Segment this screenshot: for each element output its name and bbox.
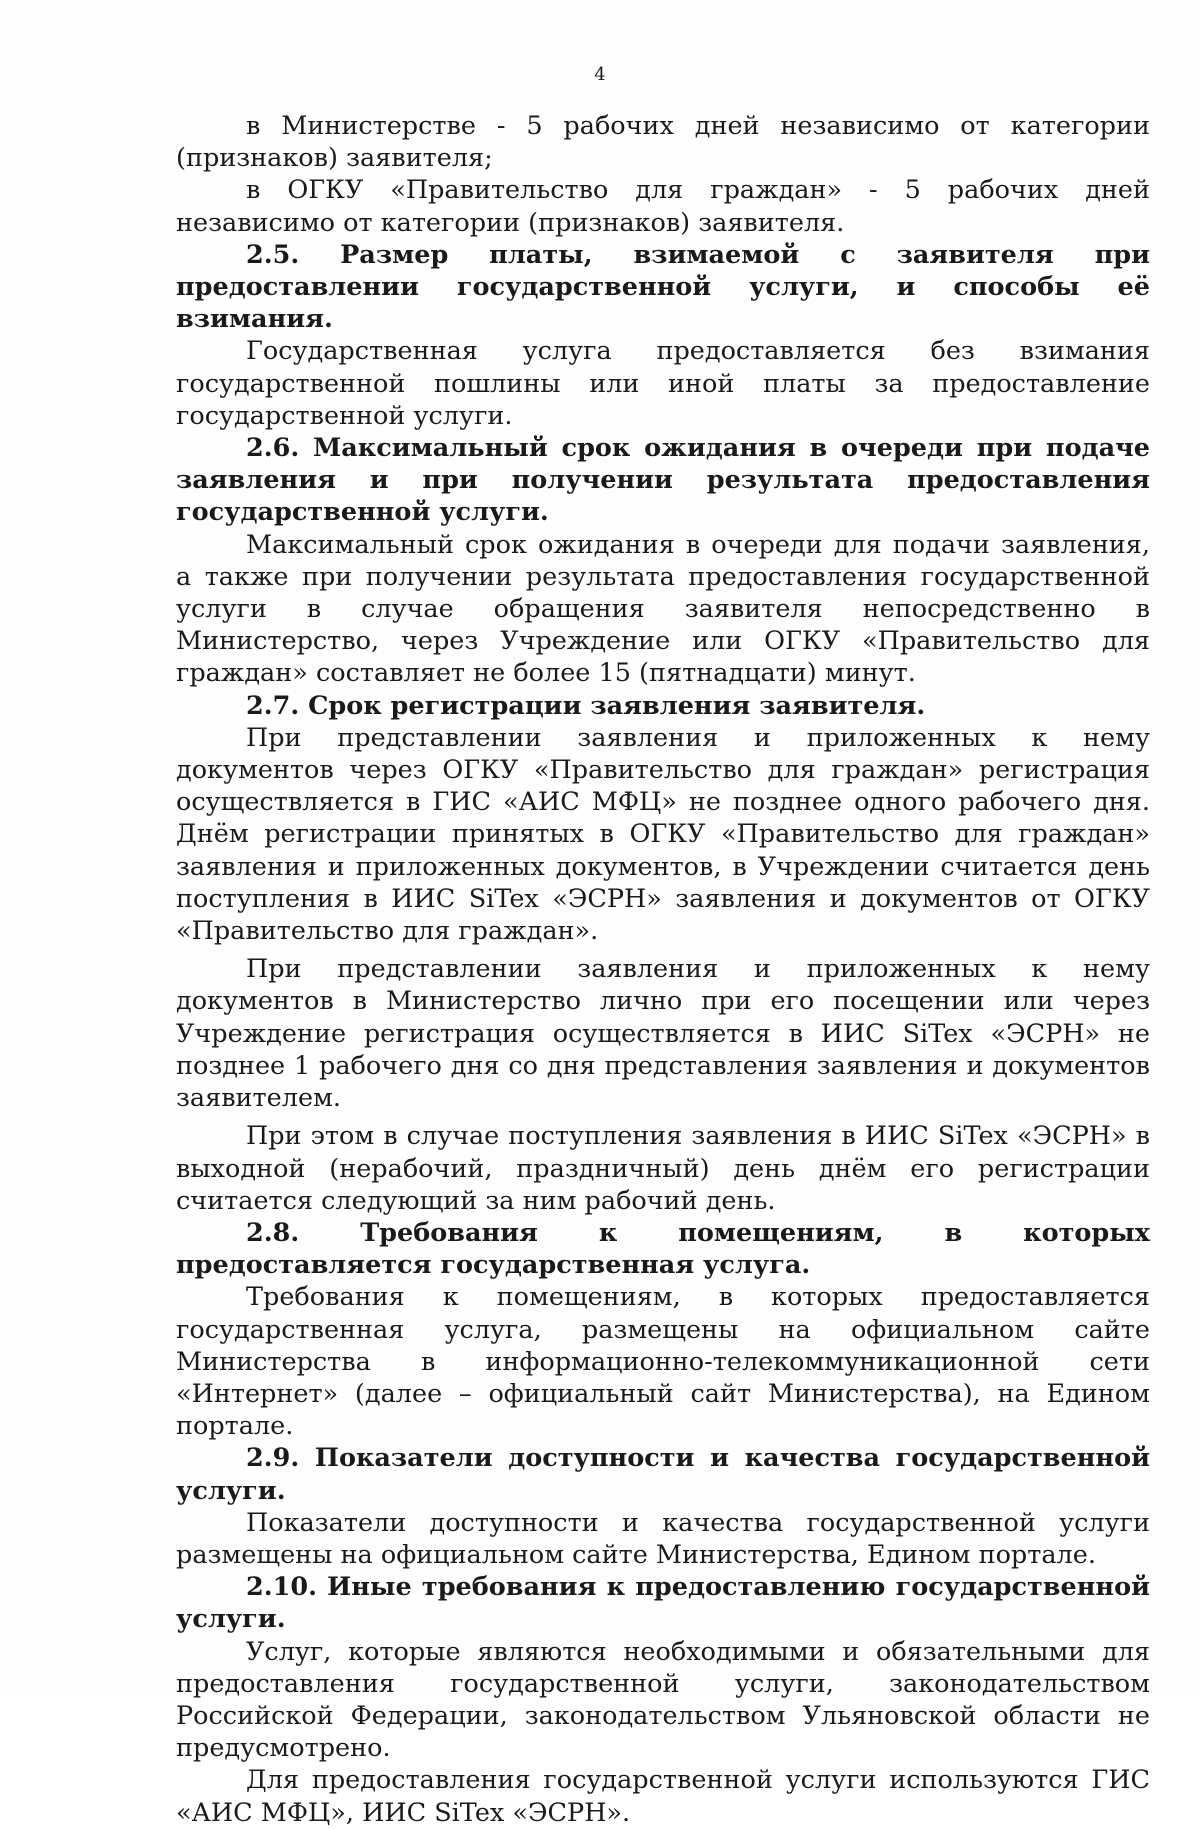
document-body bbox=[176, 110, 1150, 1829]
page-number: 4 bbox=[594, 64, 606, 85]
paragraph: Для предоставления государственной услуги используются ГИС «АИС МФЦ», ИИС SiTex «ЭСРН». bbox=[176, 1765, 1150, 1828]
paragraph: Требования к помещениям, в которых предоставляется государственная услуга, размещены на официальном сайте Министерства в информационно-телекоммуникационной сети «Интернет» (далее – официальный сайт Министерства), на Едином портале. bbox=[176, 1282, 1150, 1442]
paragraph: Услуг, которые являются необходимыми и обязательными для предоставления государственной услуги, законодательством Российской Федерации, законодательством Ульяновской области не предусмотрено. bbox=[176, 1636, 1150, 1764]
section-heading-2-5: 2.5. Размер платы, взимаемой с заявителя при предоставлении государственной услуги, и способы её взимания. bbox=[176, 239, 1150, 335]
paragraph: При представлении заявления и приложенных к нему документов через ОГКУ «Правительство для граждан» регистрация осуществляется в ГИС «АИС МФЦ» не позднее одного рабочего дня. Днём регистрации принятых в ОГКУ «Правительство для граждан» заявления и приложенных документов, в Учреждении считается день поступления в ИИС SiTex «ЭСРН» заявления и документов от ОГКУ «Правительство для граждан». bbox=[176, 722, 1150, 947]
section-heading-2-10: 2.10. Иные требования к предоставлению государственной услуги. bbox=[176, 1572, 1150, 1635]
paragraph: При этом в случае поступления заявления в ИИС SiTex «ЭСРН» в выходной (нерабочий, праздничный) день днём его регистрации считается следующий за ним рабочий день. bbox=[176, 1121, 1150, 1216]
section-heading-2-7: 2.7. Срок регистрации заявления заявителя. bbox=[246, 690, 926, 721]
section-heading-2-9: 2.9. Показатели доступности и качества государственной услуги. bbox=[176, 1443, 1150, 1506]
section-heading-2-6: 2.6. Максимальный срок ожидания в очереди при подаче заявления и при получении результата предоставления государственной услуги. bbox=[176, 433, 1150, 528]
paragraph: Показатели доступности и качества государственной услуги размещены на официальном сайте Министерства, Едином портале. bbox=[176, 1507, 1150, 1570]
paragraph: При представлении заявления и приложенных к нему документов в Министерство лично при его посещении или через Учреждение регистрация осуществляется в ИИС SiTex «ЭСРН» не позднее 1 рабочего дня со дня представления заявления и документов заявителем. bbox=[176, 954, 1150, 1114]
paragraph: Максимальный срок ожидания в очереди для подачи заявления, а также при получении результата предоставления государственной услуги в случае обращения заявителя непосредственно в Министерство, через Учреждение или ОГКУ «Правительство для граждан» составляет не более 15 (пятнадцати) минут. bbox=[176, 529, 1150, 689]
paragraph: Государственная услуга предоставляется без взимания государственной пошлины или иной платы за предоставление государственной услуги. bbox=[176, 336, 1150, 431]
section-heading-2-8: 2.8. Требования к помещениям, в которых предоставляется государственная услуга. bbox=[176, 1217, 1150, 1281]
paragraph: в ОГКУ «Правительство для граждан» - 5 рабочих дней независимо от категории (признаков) заявителя. bbox=[176, 175, 1150, 238]
paragraph: в Министерстве - 5 рабочих дней независимо от категории (признаков) заявителя; bbox=[176, 111, 1150, 174]
